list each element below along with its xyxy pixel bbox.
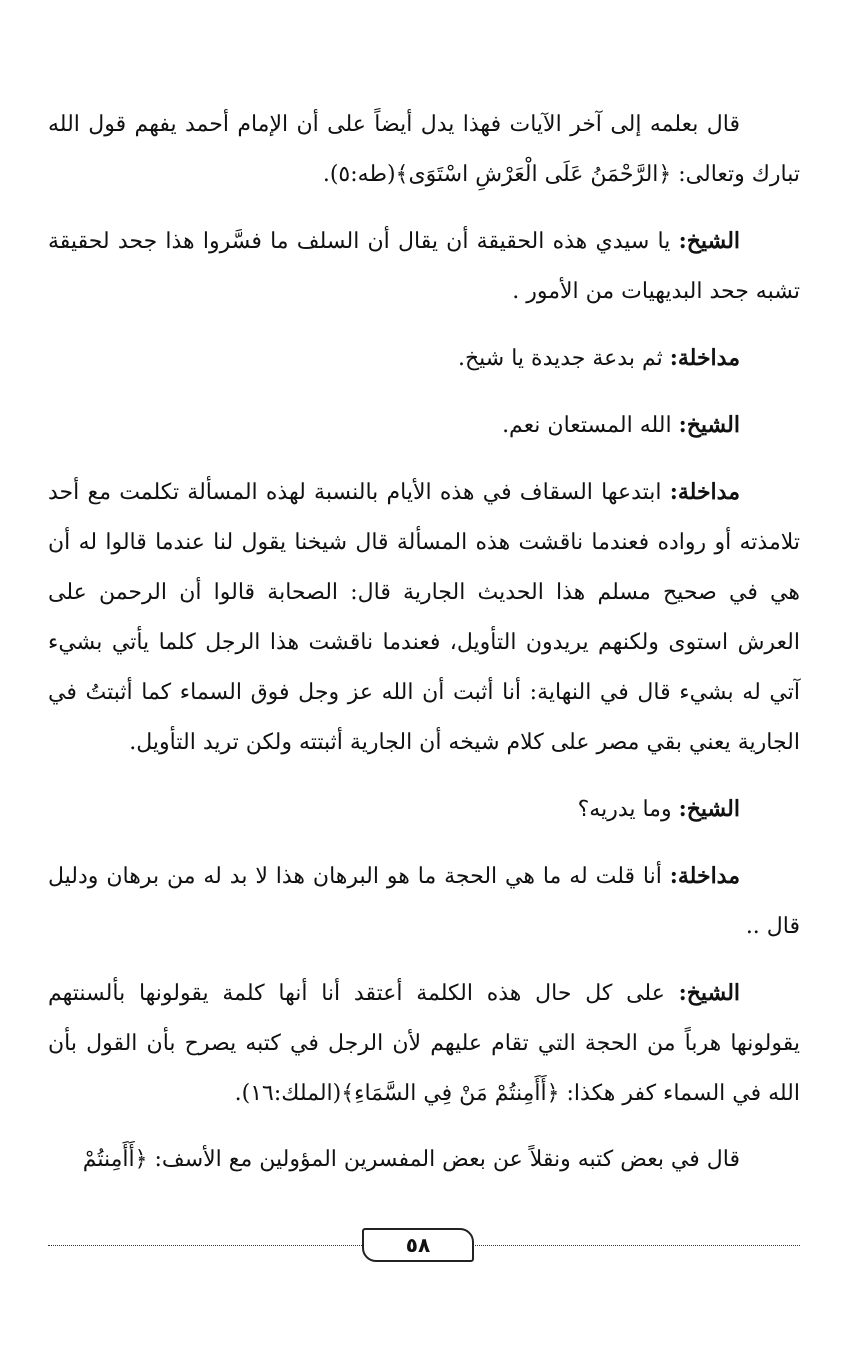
text-line: تبارك وتعالى: ﴿الرَّحْمَنُ عَلَى الْعَرْشِ اسْتَوَى﴾(طه:٥). xyxy=(322,162,800,187)
speaker-label: الشيخ: xyxy=(678,796,740,822)
text-line: قال بعلمه إلى آخر الآيات فهذا يدل أيضاً على أن الإمام أحمد يفهم قول الله xyxy=(48,112,740,137)
text-line: تشبه جحد البديهيات من الأمور . xyxy=(512,279,800,304)
paragraph-3 xyxy=(48,333,800,384)
text-line: أنا قلت له ما هي الحجة ما هو البرهان هذا لا بد له من برهان xyxy=(106,864,662,889)
speaker-label: مداخلة: xyxy=(669,863,741,889)
text-line: الله في السماء كفر هكذا: ﴿أَأَمِنتُمْ مَنْ فِي السَّمَاءِ﴾(الملك:١٦). xyxy=(234,1081,800,1106)
text-line: وما يدريه؟ xyxy=(577,797,672,822)
text-line: على كل حال هذه الكلمة أعتقد أنا أنها كلمة يقولونها بألسنتهم xyxy=(48,981,665,1006)
text-line: ثم بدعة جديدة يا شيخ. xyxy=(457,346,663,371)
text-line: العرش استوى ولكنهم يريدون التأويل، فعندما ناقشت هذا الرجل كلما يأتي xyxy=(111,630,800,655)
speaker-label: مداخلة: xyxy=(669,345,740,371)
text-line: يا سيدي هذه الحقيقة أن يقال أن السلف ما فسَّروا هذا جحد لحقيقة xyxy=(48,229,671,254)
paragraph-9 xyxy=(48,1135,800,1185)
paragraph-5 xyxy=(48,467,800,768)
page-number: ٥٨ xyxy=(362,1228,474,1262)
paragraph-6 xyxy=(48,784,800,835)
text-line: بشيء آتي له بشيء قال في النهاية: أنا أثبت أن الله عز وجل فوق السماء كما أثبتتُ xyxy=(48,630,801,705)
text-line: ودليل قال .. xyxy=(48,864,800,939)
text-line: هي في صحيح مسلم هذا الحديث الجارية قال: الصحابة قالوا أن الرحمن على xyxy=(48,580,800,605)
speaker-label: الشيخ: xyxy=(678,980,741,1006)
paragraph-7 xyxy=(48,851,800,952)
paragraph-2 xyxy=(48,216,800,317)
paragraph-1 xyxy=(48,100,800,200)
text-line: ابتدعها السقاف في هذه الأيام بالنسبة لهذه المسألة تكلمت مع أحد xyxy=(48,480,662,505)
paragraph-4 xyxy=(48,400,800,451)
page-footer xyxy=(48,1226,800,1266)
speaker-label: مداخلة: xyxy=(669,479,740,505)
speaker-label: الشيخ: xyxy=(678,228,741,254)
text-line: تلامذته أو رواده فعندما ناقشت هذه المسألة قال شيخنا يقول لنا عندما قالوا له أن xyxy=(48,530,800,555)
text-line: قال في بعض كتبه ونقلاً عن بعض المفسرين المؤولين مع الأسف: ﴿أَأَمِنتُمْ xyxy=(82,1147,740,1172)
text-line: في الجارية يعني بقي مصر على كلام شيخه أن الجارية أثبتته ولكن تريد التأويل. xyxy=(48,680,800,755)
text-line: الله المستعان نعم. xyxy=(502,413,672,438)
text-line: يقولونها هرباً من الحجة التي تقام عليهم لأن الرجل في كتبه يصرح بأن القول بأن xyxy=(48,1031,800,1056)
paragraph-8 xyxy=(48,968,800,1119)
body-text xyxy=(48,100,800,1201)
speaker-label: الشيخ: xyxy=(678,412,740,438)
